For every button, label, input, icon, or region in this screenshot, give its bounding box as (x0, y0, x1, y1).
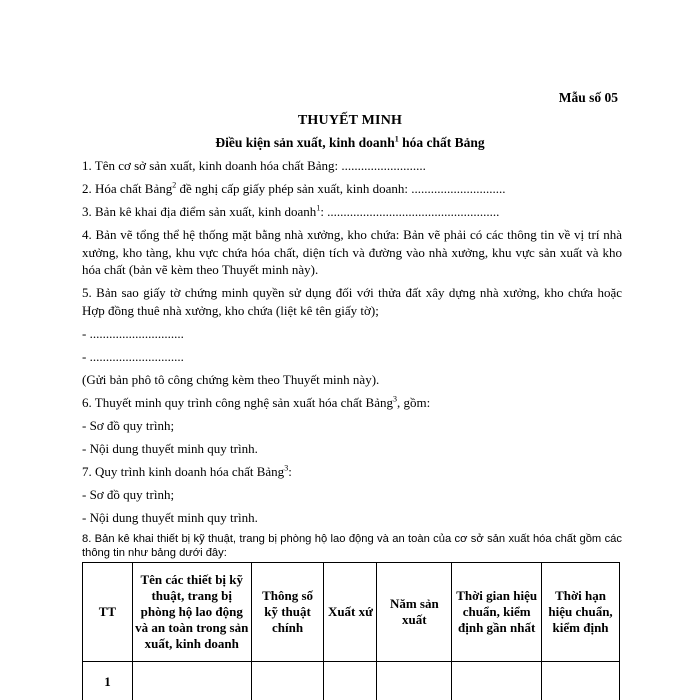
header-equipment-name: Tên các thiết bị kỹ thuật, trang bị phòng hộ lao động và an toàn trong sản xuất, kinh doanh (132, 562, 251, 661)
table-header-row (83, 562, 620, 661)
table-cell (251, 661, 324, 700)
item-2-text-2: đề nghị cấp giấy phép sản xuất, kinh doanh: ............................. (176, 181, 506, 196)
document-subtitle (0, 135, 700, 151)
table-row (83, 661, 620, 700)
item-5: 5. Bản sao giấy tờ chứng minh quyền sử dụng đối với thửa đất xây dựng nhà xưởng, kho chứa hoặc Hợp đồng thuê nhà xưởng, kho chứa (liệt kê tên giấy tờ); (82, 285, 622, 318)
footnote-ref: 3 (392, 394, 397, 404)
item-2 (82, 180, 622, 198)
item-3-text: 3. Bản kê khai địa điểm sản xuất, kinh doanh (82, 204, 317, 219)
header-origin: Xuất xứ (324, 562, 377, 661)
item-7-text-2: : (288, 463, 292, 479)
table-cell (324, 661, 377, 700)
subtitle-text: Điều kiện sản xuất, kinh doanh (215, 135, 395, 150)
item-6-line-2: - Nội dung thuyết minh quy trình. (82, 440, 258, 456)
item-7-line-2: - Nội dung thuyết minh quy trình. (82, 509, 258, 525)
header-tt: TT (83, 562, 133, 661)
footnote-ref: 2 (172, 180, 177, 190)
header-technical-specs: Thông số kỹ thuật chính (251, 562, 324, 661)
item-7-line-1: - Sơ đồ quy trình; (82, 486, 175, 502)
equipment-table (82, 562, 620, 700)
table-cell (542, 661, 620, 700)
footnote-ref: 1 (316, 203, 321, 213)
header-last-calibration: Thời gian hiệu chuẩn, kiểm định gần nhất (452, 562, 542, 661)
table-cell (452, 661, 542, 700)
item-5-line-2: - ............................. (82, 348, 184, 364)
item-6-text-2: , gồm: (396, 394, 431, 410)
table-cell: 1 (83, 661, 133, 700)
item-4: 4. Bản vẽ tổng thể hệ thống mặt bằng nhà xưởng, kho chứa: Bản vẽ phải có các thông tin về vị trí nhà xưởng, kho tàng, khu vực chứa hóa chất, diện tích và đường vào nhà xưởng, khu vực sản xuất và kho hóa chất (bản vẽ kèm theo Thuyết minh này). (82, 227, 622, 277)
item-6 (82, 394, 622, 412)
item-5-note: (Gửi bản phô tô công chứng kèm theo Thuyết minh này). (82, 371, 380, 387)
item-2-text: 2. Hóa chất Bảng (82, 181, 173, 196)
item-7 (82, 463, 622, 481)
header-year-manufactured: Năm sản xuất (377, 562, 452, 661)
table-cell (377, 661, 452, 700)
item-3 (82, 203, 622, 221)
item-6-line-1: - Sơ đồ quy trình; (82, 417, 175, 433)
footnote-ref: 3 (284, 463, 289, 473)
document-body (82, 157, 622, 700)
form-number: Mẫu số 05 (558, 90, 618, 105)
table-cell (132, 661, 251, 700)
item-5-line-1: - ............................. (82, 325, 184, 341)
item-8: 8. Bản kê khai thiết bị kỹ thuật, trang bị phòng hộ lao động và an toàn của cơ sở sản xuất hóa chất gồm các thông tin như bảng dưới đây: (82, 532, 622, 559)
item-1: 1. Tên cơ sở sản xuất, kinh doanh hóa chất Bảng: .......................... (82, 158, 426, 173)
item-3-text-2: : ..................................................... (320, 204, 500, 219)
item-6-text: 6. Thuyết minh quy trình công nghệ sản xuất hóa chất Bảng (82, 394, 393, 410)
footnote-ref: 1 (394, 134, 399, 144)
header-calibration-expiry: Thời hạn hiệu chuẩn, kiểm định (542, 562, 620, 661)
item-7-text: 7. Quy trình kinh doanh hóa chất Bảng (82, 463, 285, 479)
document-title: THUYẾT MINH (297, 113, 403, 128)
subtitle-text-2: hóa chất Bảng (398, 135, 485, 150)
